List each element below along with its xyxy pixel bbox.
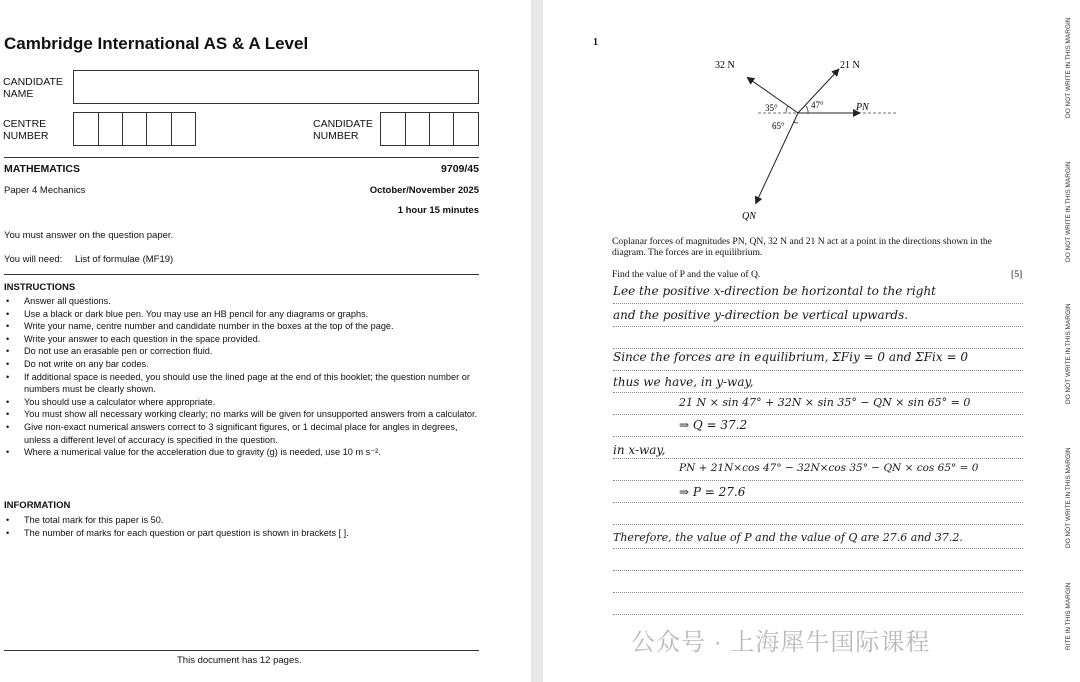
list-item: • You must show all necessary working clearly; no marks will be given for unsupported answers from a calculator. [4, 408, 484, 421]
answer-line[interactable] [613, 392, 1023, 393]
handwritten-answer-line: PN + 21N×cos 47° − 32N×cos 35° − QN × cos 65° = 0 [679, 462, 979, 474]
angle-label-47: 47° [811, 100, 824, 110]
exam-board-title: Cambridge International AS & A Level [4, 34, 309, 53]
watermark: 公众号 · 上海犀牛国际课程 [631, 629, 931, 656]
list-item: • Where a numerical value for the acceleration due to gravity (g) is needed, use 10 m s⁻². [4, 446, 484, 459]
instructions-list [4, 295, 484, 459]
question-text-line-2: diagram. The forces are in equilibrium. [612, 247, 763, 258]
subject: MATHEMATICS [4, 163, 81, 175]
handwritten-answer-line: ⇒ Q = 37.2 [679, 418, 748, 432]
handwritten-answer-line: in x-way, [613, 443, 666, 457]
list-item: • The number of marks for each question or part question is shown in brackets [ ]. [4, 527, 484, 540]
handwritten-answer-line: Since the forces are in equilibrium, ΣFiy = 0 and ΣFix = 0 [613, 350, 968, 364]
you-will-need-label: You will need: [4, 254, 63, 265]
page-count-footer: This document has 12 pages. [177, 655, 302, 666]
candidate-name-label: CANDIDATE NAME [3, 76, 63, 100]
list-item: • Do not write on any bar codes. [4, 358, 484, 371]
handwritten-answer-line: Therefore, the value of P and the value of Q are 27.6 and 37.2. [613, 531, 963, 544]
list-item: • Write your answer to each question in the space provided. [4, 333, 484, 346]
answer-line[interactable] [613, 370, 1023, 371]
answer-line[interactable] [613, 326, 1023, 327]
angle-arc-35 [786, 106, 788, 113]
angle-label-65: 65° [772, 121, 785, 131]
answer-line[interactable] [613, 414, 1023, 415]
question-marks: [5] [1011, 269, 1023, 280]
handwritten-answer-line: thus we have, in y-way, [613, 375, 754, 389]
answer-line[interactable] [613, 436, 1023, 437]
cover-page [0, 0, 531, 682]
answer-line[interactable] [613, 614, 1023, 615]
answer-line[interactable] [613, 480, 1023, 481]
question-prompt: Find the value of P and the value of Q. [612, 269, 761, 280]
list-item: • You should use a calculator where appropriate. [4, 396, 484, 409]
handwritten-answer-line: and the positive y-direction be vertical upwards. [613, 308, 909, 322]
centre-number-label: CENTRE NUMBER [3, 118, 49, 142]
candidate-name-box[interactable] [73, 70, 479, 104]
candidate-number-label: CANDIDATE NUMBER [313, 118, 373, 142]
information-list [4, 514, 484, 539]
paper-code: 9709/45 [441, 163, 479, 175]
label-pn: PN [856, 102, 869, 113]
question-number: 1 [593, 37, 598, 48]
label-qn: QN [742, 211, 756, 222]
list-item: • The total mark for this paper is 50. [4, 514, 484, 527]
force-diagram [715, 50, 943, 230]
answer-line[interactable] [613, 303, 1023, 304]
angle-label-35: 35° [765, 103, 778, 113]
label-21n: 21 N [840, 60, 860, 71]
list-item: • Answer all questions. [4, 295, 484, 308]
label-32n: 32 N [715, 60, 735, 71]
answer-line[interactable] [613, 348, 1023, 349]
answer-line[interactable] [613, 570, 1023, 571]
list-item: • Do not use an erasable pen or correction fluid. [4, 345, 484, 358]
handwritten-answer-line: 21 N × sin 47° + 32N × sin 35° − QN × sin 65° = 0 [679, 396, 971, 409]
list-item: • Write your name, centre number and candidate number in the boxes at the top of the page. [4, 320, 484, 333]
margin-warning: DO NOT WRITE IN THIS MARGIN [1065, 161, 1072, 262]
duration: 1 hour 15 minutes [397, 205, 479, 216]
margin-warning: RITE IN THIS MARGIN [1065, 582, 1072, 650]
handwritten-answer-line: Lee the positive x-direction be horizontal to the right [613, 284, 936, 298]
margin-strip [1058, 0, 1080, 682]
information-heading: INFORMATION [4, 500, 71, 511]
list-item: • If additional space is needed, you should use the lined page at the end of this booklet; the question number or numbers must be clearly shown. [4, 371, 484, 396]
session: October/November 2025 [369, 185, 479, 196]
answer-line[interactable] [613, 548, 1023, 549]
paper-title: Paper 4 Mechanics [4, 185, 86, 196]
margin-warning: DO NOT WRITE IN THIS MARGIN [1065, 447, 1072, 548]
question-page [543, 0, 1080, 682]
answer-line[interactable] [613, 592, 1023, 593]
answer-line[interactable] [613, 458, 1023, 459]
question-text-line-1: Coplanar forces of magnitudes PN, QN, 32 N and 21 N act at a point in the directions shown in the [612, 236, 992, 247]
candidate-number-box[interactable] [380, 112, 479, 146]
answer-line[interactable] [613, 502, 1023, 503]
angle-arc-47 [806, 106, 808, 113]
you-will-need-item: List of formulae (MF19) [75, 254, 174, 265]
margin-warning: DO NOT WRITE IN THIS MARGIN [1065, 17, 1072, 118]
instructions-heading: INSTRUCTIONS [4, 282, 76, 293]
list-item: • Give non-exact numerical answers correct to 3 significant figures, or 1 decimal place for angles in degrees, unless a different level of accuracy is specified in the question. [4, 421, 484, 446]
divider [4, 274, 479, 275]
margin-warning: DO NOT WRITE IN THIS MARGIN [1065, 303, 1072, 404]
answer-line[interactable] [613, 524, 1023, 525]
handwritten-answer-line: ⇒ P = 27.6 [679, 485, 746, 499]
list-item: • Use a black or dark blue pen. You may use an HB pencil for any diagrams or graphs. [4, 308, 484, 321]
divider [4, 157, 479, 158]
divider [4, 650, 479, 651]
answer-note: You must answer on the question paper. [4, 230, 174, 241]
centre-number-box[interactable] [73, 112, 196, 146]
